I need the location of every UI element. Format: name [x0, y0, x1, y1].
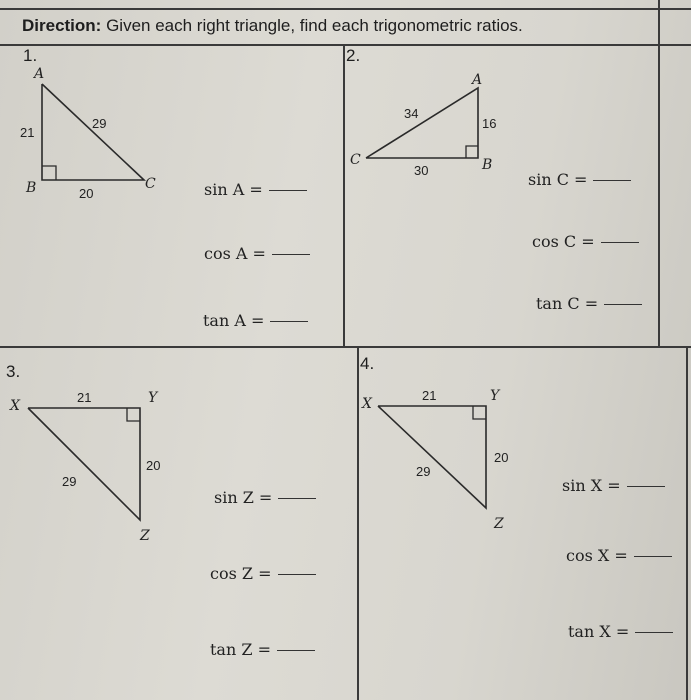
problem-3-sin-label: sin Z =: [214, 488, 273, 507]
problem-1-cos-label: cos A =: [204, 244, 266, 263]
problem-1-sin-label: sin A =: [204, 180, 263, 199]
problem-3-vertex-z: Z: [140, 528, 150, 544]
problem-3-side-21: 21: [77, 390, 92, 405]
problem-2-side-16: 16: [482, 116, 497, 131]
problem-3-side-20: 20: [146, 458, 161, 473]
problem-4-sin-answer-blank[interactable]: [627, 486, 665, 487]
problem-4-vertex-z: Z: [494, 516, 504, 532]
problem-1-vertex-a: A: [34, 66, 45, 82]
problem-4-vertex-x: X: [362, 396, 372, 412]
problem-2-side-34: 34: [404, 106, 419, 121]
problem-4-tan-answer-blank[interactable]: [635, 632, 673, 633]
problem-3-vertex-y: Y: [148, 390, 158, 406]
problem-2-vertex-a: A: [472, 72, 483, 88]
problem-2-side-30: 30: [414, 163, 429, 178]
direction-instruction: Given each right triangle, find each trigonometric ratios.: [101, 16, 523, 35]
problem-1-tan-label: tan A =: [203, 311, 265, 330]
problem-3-side-29: 29: [62, 474, 77, 489]
problem-4-cos-answer-blank[interactable]: [634, 556, 672, 557]
problem-4-question-cos: [566, 546, 672, 565]
problem-4-question-tan: [568, 622, 673, 641]
problem-3-vertex-x: X: [10, 398, 20, 414]
problem-3-cos-label: cos Z =: [210, 564, 272, 583]
problem-1-side-21: 21: [20, 125, 35, 140]
problem-4-cos-label: cos X =: [566, 546, 628, 565]
problem-4-question-sin: [562, 476, 665, 495]
problem-2-vertex-b: B: [482, 157, 493, 173]
problem-1-number: 1.: [23, 46, 38, 65]
problem-1-side-20: 20: [79, 186, 94, 201]
problem-4-vertex-y: Y: [490, 388, 500, 404]
problem-4-sin-label: sin X =: [562, 476, 621, 495]
problem-1-side-29: 29: [92, 116, 107, 131]
direction-label: Direction:: [22, 16, 102, 35]
problem-3-number: 3.: [6, 362, 21, 381]
problem-4-side-29: 29: [416, 464, 431, 479]
problem-2-tan-label: tan C =: [536, 294, 599, 313]
problem-1-vertex-b: B: [26, 180, 37, 196]
problem-1-vertex-c: C: [145, 176, 156, 192]
problem-4-tan-label: tan X =: [568, 622, 630, 641]
problem-2-sin-label: sin C =: [528, 170, 588, 189]
problem-2-number: 2.: [346, 46, 361, 65]
problem-4-side-20: 20: [494, 450, 509, 465]
problem-2-cos-label: cos C =: [532, 232, 595, 251]
problem-4-side-21: 21: [422, 388, 437, 403]
problem-2-vertex-c: C: [350, 152, 361, 168]
problem-3-tan-label: tan Z =: [210, 640, 271, 659]
problem-4-number: 4.: [360, 354, 375, 373]
